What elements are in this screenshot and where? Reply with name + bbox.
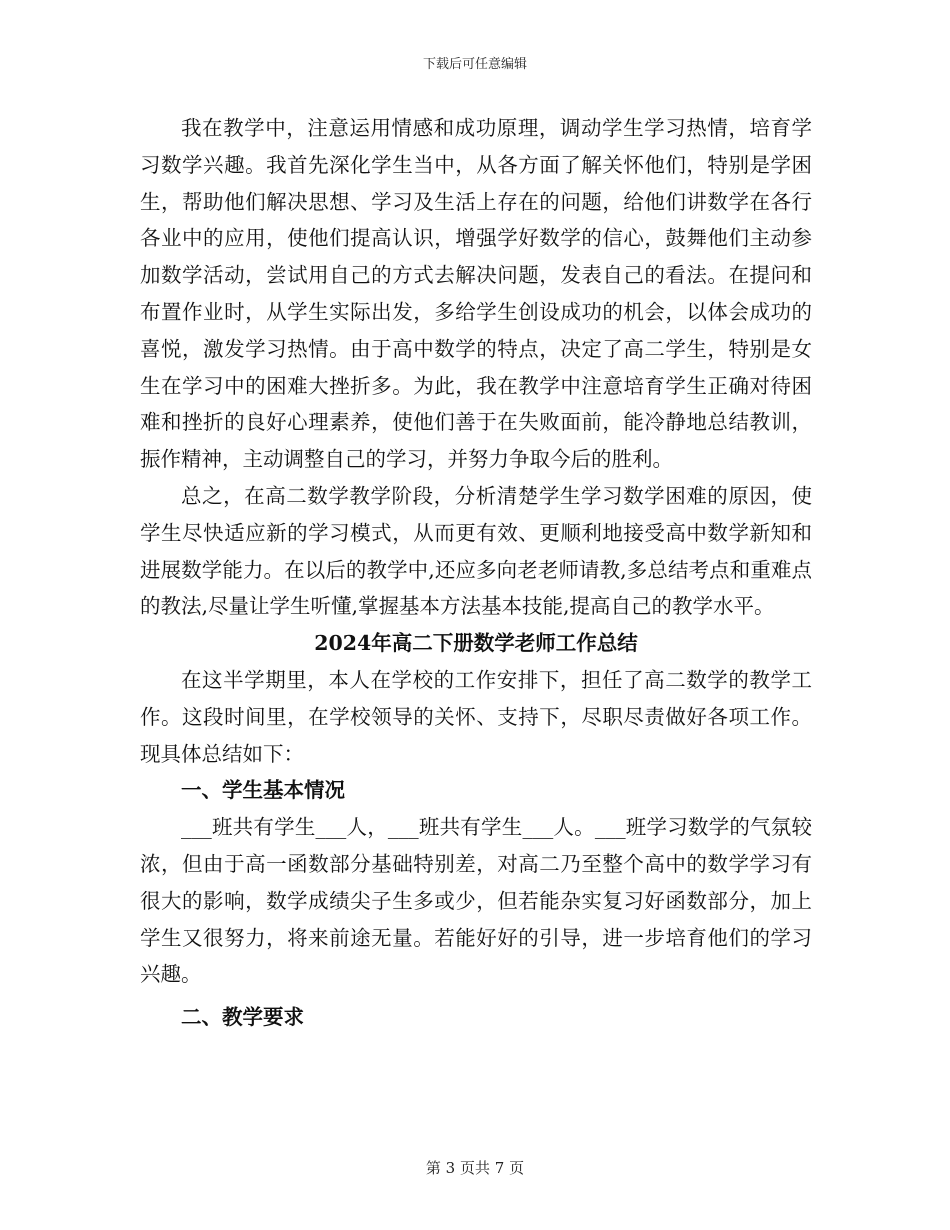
paragraph-intro: 在这半学期里，本人在学校的工作安排下，担任了高二数学的教学工作。这段时间里，在学校领导的关怀、支持下，尽职尽责做好各项工作。现具体总结如下： [140,667,812,766]
document-body [140,110,812,1036]
document-title: 2024年高二下册数学老师工作总结 [314,631,638,656]
page-header: 下载后可任意编辑 [422,57,527,72]
paragraph-student-situation: ___班共有学生___人，___班共有学生___人。___班学习数学的气氛较浓，但由于高一函数部分基础特别差，对高二乃至整个高中的数学学习有很大的影响，数学成绩尖子生多或少，但若能杂实复习好函数部分，加上学生又很努力，将来前途无量。若能好好的引导，进一步培育他们的学习兴趣。 [140,815,812,987]
paragraph-summary: 总之，在高二数学教学阶段，分析清楚学生学习数学困难的原因，使学生尽快适应新的学习模式，从而更有效、更顺利地接受高中数学新知和进展数学能力。在以后的教学中,还应多向老老师请教,多总结考点和重难点的教法,尽量让学生听懂,掌握基本方法基本技能,提高自己的教学水平。 [140,483,812,619]
page-number: 第 3 页共 7 页 [425,1159,525,1177]
section-heading-teaching-requirements: 二、教学要求 [181,1005,304,1030]
section-heading-student-situation: 一、学生基本情况 [181,778,345,803]
paragraph-teaching-methods: 我在教学中，注意运用情感和成功原理，调动学生学习热情，培育学习数学兴趣。我首先深化学生当中，从各方面了解关怀他们，特别是学困生，帮助他们解决思想、学习及生活上存在的问题，给他们讲数学在各行各业中的应用，使他们提高认识，增强学好数学的信心，鼓舞他们主动参加数学活动，尝试用自己的方式去解决问题，发表自己的看法。在提问和布置作业时，从学生实际出发，多给学生创设成功的机会，以体会成功的喜悦，激发学习热情。由于高中数学的特点，决定了高二学生，特别是女生在学习中的困难大挫折多。为此，我在教学中注意培育学生正确对待困难和挫折的良好心理素养，使他们善于在失败面前，能冷静地总结教训，振作精神，主动调整自己的学习，并努力争取今后的胜利。 [140,116,812,472]
